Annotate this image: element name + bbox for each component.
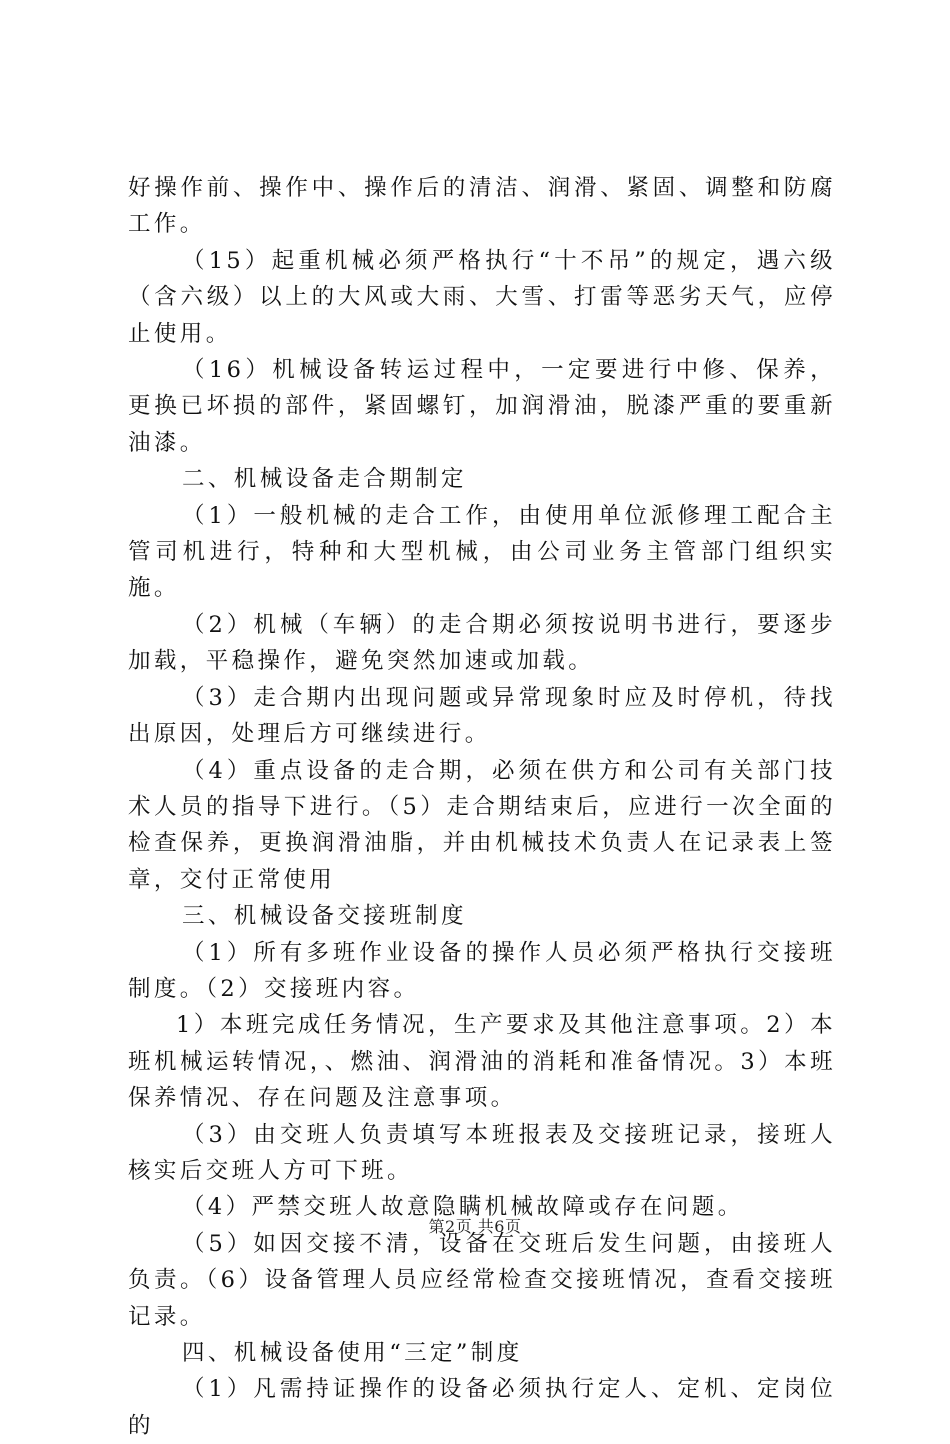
paragraph-handover-1-2: （1）所有多班作业设备的操作人员必须严格执行交接班制度。（2）交接班内容。 — [128, 939, 836, 1002]
paragraph-run-in-2: （2）机械（车辆）的走合期必须按说明书进行，要逐步加载，平稳操作，避免突然加速或加载。 — [128, 611, 836, 675]
page-number-footer: 第2页 共6页 — [428, 1217, 522, 1236]
paragraph-item-16: （16）机械设备转运过程中，一定要进行中修、保养，更换已坏损的部件，紧固螺钉，加润滑油，脱漆严重的要重新油漆。 — [128, 357, 836, 456]
paragraph-handover-3: （3）由交班人负责填写本班报表及交接班记录，接班人核实后交班人方可下班。 — [128, 1121, 836, 1184]
paragraph-item-15: （15）起重机械必须严格执行“十不吊”的规定，遇六级（含六级）以上的大风或大雨、大雪、打雷等恶劣天气，应停止使用。 — [128, 247, 836, 347]
section-heading-run-in: 二、机械设备走合期制定 — [182, 466, 467, 493]
document-body — [128, 170, 836, 1444]
paragraph-run-in-1: （1）一般机械的走合工作，由使用单位派修理工配合主管司机进行，特种和大型机械，由公司业务主管部门组织实施。 — [128, 502, 836, 602]
paragraph-handover-contents: 1）本班完成任务情况，生产要求及其他注意事项。2）本班机械运转情况，、燃油、润滑油的消耗和准备情况。3）本班保养情况、存在问题及注意事项。 — [128, 1012, 836, 1112]
section-heading-handover: 三、机械设备交接班制度 — [182, 903, 467, 930]
paragraph-handover-5-6: （5）如因交接不清，设备在交班后发生问题，由接班人负责。（6）设备管理人员应经常检查交接班情况，查看交接班记录。 — [128, 1230, 836, 1330]
paragraph-continuation: 好操作前、操作中、操作后的清洁、润滑、紧固、调整和防腐工作。 — [128, 175, 836, 238]
paragraph-handover-4: （4）严禁交班人故意隐瞒机械故障或存在问题。 — [182, 1194, 744, 1221]
paragraph-run-in-4-5: （4）重点设备的走合期，必须在供方和公司有关部门技术人员的指导下进行。（5）走合期结束后，应进行一次全面的检查保养，更换润滑油脂，并由机械技术负责人在记录表上签章，交付正常使用 — [128, 757, 836, 893]
section-heading-three-fixed: 四、机械设备使用“三定”制度 — [182, 1340, 523, 1366]
paragraph-run-in-3: （3）走合期内出现问题或异常现象时应及时停机，待找出原因，处理后方可继续进行。 — [128, 684, 836, 748]
paragraph-three-fixed-1: （1）凡需持证操作的设备必须执行定人、定机、定岗位的 — [128, 1376, 836, 1439]
